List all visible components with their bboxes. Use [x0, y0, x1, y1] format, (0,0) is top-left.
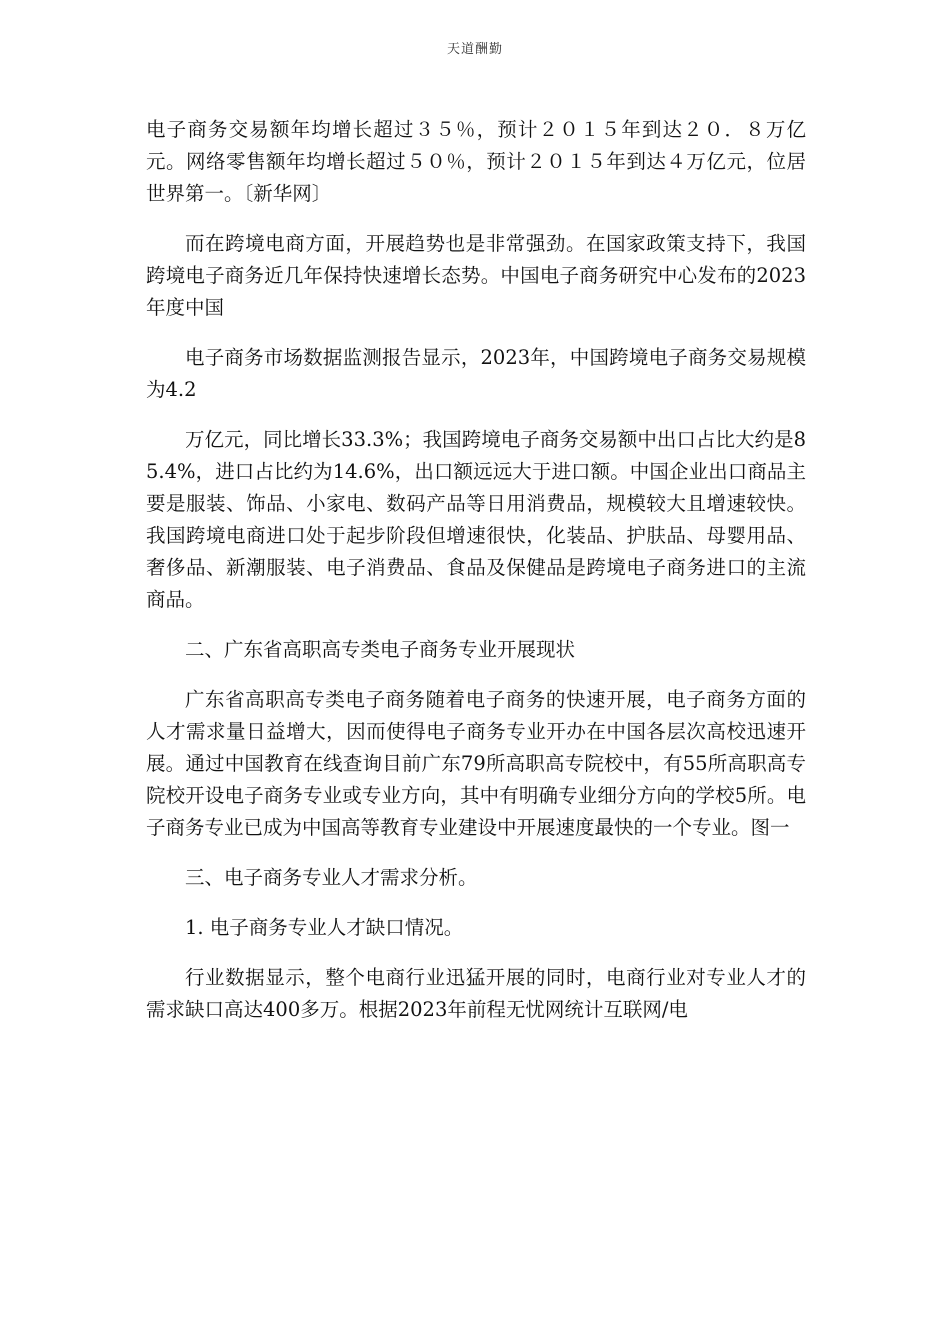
page-header: 天道酬勤 — [446, 42, 503, 57]
paragraph-continuation: 电子商务交易额年均增长超过３５％，预计２０１５年到达２０．８万亿元。网络零售额年均增长超过５０％，预计２０１５年到达４万亿元，位居世界第一。〔新华网〕 — [146, 118, 806, 205]
section-heading-2: 二、广东省高职高专类电子商务专业开展现状 — [185, 638, 576, 661]
paragraph-guangdong-status: 广东省高职高专类电子商务随着电子商务的快速开展，电子商务方面的人才需求量日益增大，因而使得电子商务专业开办在中国各层次高校迅速开展。通过中国教育在线查询目前广东79所高职高专院校中，有55所高职高专院校开设电子商务专业或专业方向，其中有明确专业细分方向的学校5所。电子商务专业已成为中国高等教育专业建设中开展速度最快的一个专业。图一 — [146, 688, 806, 839]
section-heading-3: 三、电子商务专业人才需求分析。 — [185, 866, 478, 889]
paragraph-cross-border-trend: 而在跨境电商方面，开展趋势也是非常强劲。在国家政策支持下，我国跨境电子商务近几年保持快速增长态势。中国电子商务研究中心发布的2023年度中国 — [146, 232, 806, 319]
document-body — [146, 114, 806, 1044]
paragraph-talent-gap: 行业数据显示，整个电商行业迅猛开展的同时，电商行业对专业人才的需求缺口高达400多万。根据2023年前程无忧网统计互联网/电 — [146, 966, 806, 1021]
subsection-heading-1: 1. 电子商务专业人才缺口情况。 — [185, 916, 464, 939]
paragraph-market-report: 电子商务市场数据监测报告显示，2023年，中国跨境电子商务交易规模为4.2 — [146, 346, 806, 401]
paragraph-export-import: 万亿元，同比增长33.3%；我国跨境电子商务交易额中出口占比大约是85.4%，进口占比约为14.6%，出口额远远大于进口额。中国企业出口商品主要是服装、饰品、小家电、数码产品等日用消费品，规模较大且增速较快。我国跨境电商进口处于起步阶段但增速很快，化装品、护肤品、母婴用品、奢侈品、新潮服装、电子消费品、食品及保健品是跨境电子商务进口的主流商品。 — [146, 428, 806, 611]
